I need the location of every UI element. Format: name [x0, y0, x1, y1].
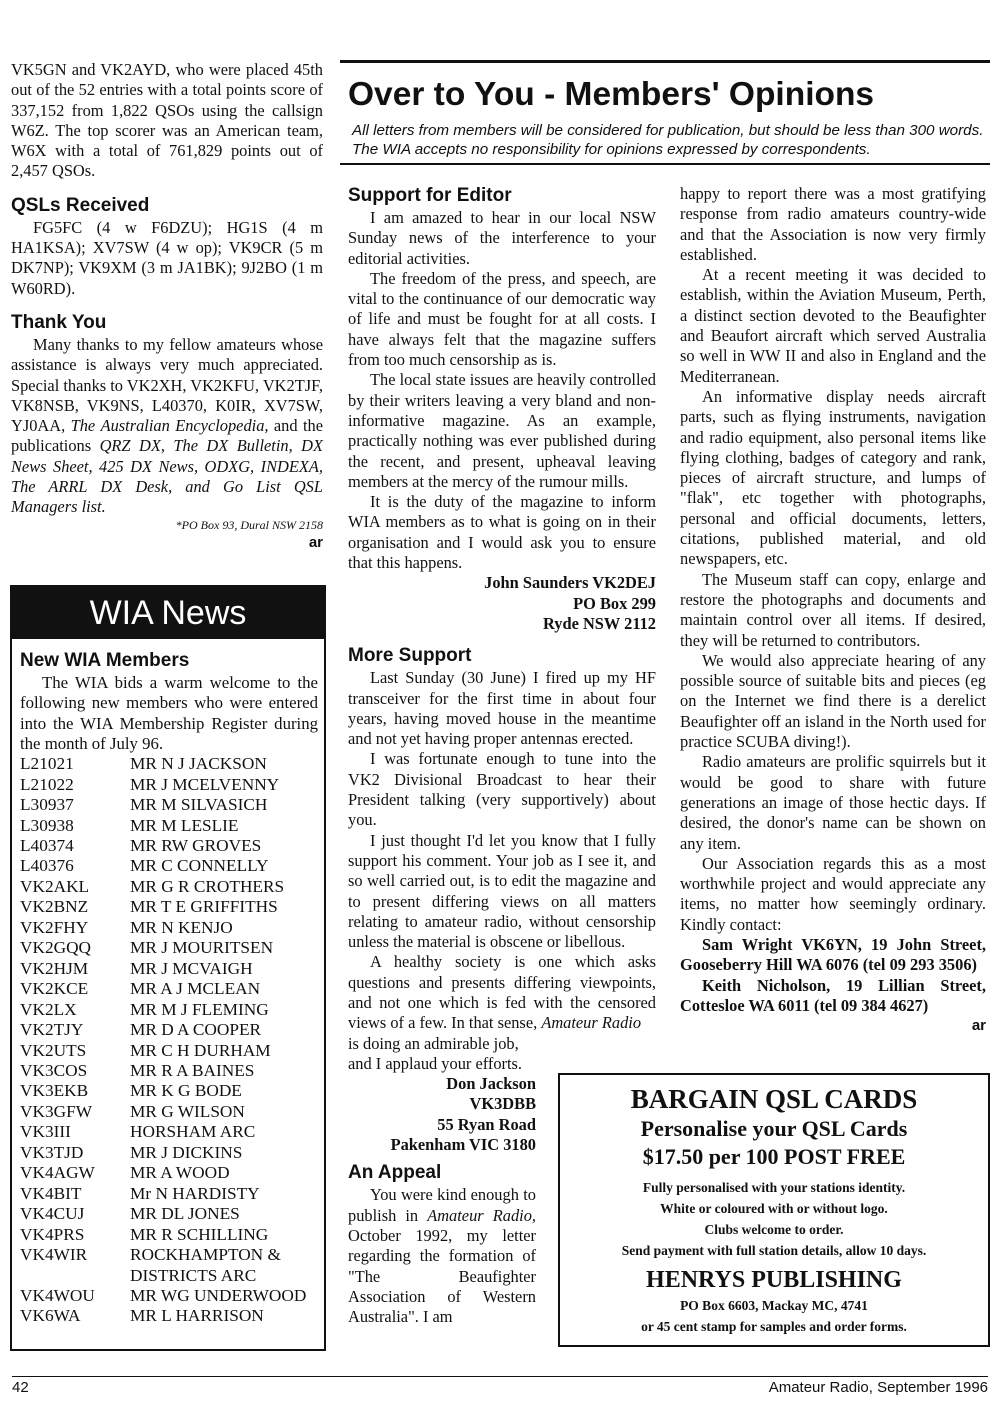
member-row [20, 1061, 318, 1081]
member-name: MR M SILVASICH [130, 795, 268, 815]
member-callsign: L30938 [20, 815, 74, 835]
member-row [20, 897, 318, 917]
signature-line: PO Box 299 [573, 593, 656, 613]
appeal-text-end: October 1992, my letter regarding the formation of "The Beaufighter Association of Western Australia". I am [348, 1225, 536, 1327]
member-callsign: VK3EKB [20, 1081, 89, 1101]
paragraph: Our Association regards this as a most worthwhile project and would appreciate any items, no matter how seemingly ordinary. Kindly contact: [680, 853, 986, 934]
paragraph: The freedom of the press, and speech, are vital to the continuance of our democratic way of life and must be fought for at all costs. I have always felt that the magazine suffers from too much censorship as is. [348, 268, 656, 370]
member-callsign: VK6WA [20, 1306, 81, 1326]
member-row [20, 979, 318, 999]
wia-news-box [10, 585, 326, 1351]
member-callsign: VK4PRS [20, 1224, 85, 1244]
member-row [20, 1286, 318, 1306]
member-row [20, 918, 318, 938]
more-support-heading: More Support [348, 645, 472, 667]
member-name: MR N KENJO [130, 917, 233, 937]
paragraph-tail: and I applaud your efforts. [348, 1053, 523, 1073]
signature-line: John Saunders VK2DEJ [484, 573, 656, 593]
member-name: MR DL JONES [130, 1204, 240, 1224]
member-name: MR C CONNELLY [130, 856, 269, 876]
member-row [20, 1020, 318, 1040]
page-title: Over to You - Members' Opinions [348, 76, 875, 113]
member-callsign: VK2KCE [20, 979, 89, 999]
member-callsign: L30937 [20, 795, 74, 815]
member-row [20, 1102, 318, 1122]
magazine-ref: Amateur Radio [541, 1013, 642, 1033]
paragraph: I was fortunate enough to tune into the VK2 Divisional Broadcast to hear their President talking (very supportively) about you. [348, 749, 656, 830]
member-name: MR A J MCLEAN [130, 979, 261, 999]
new-members-heading: New WIA Members [20, 650, 190, 671]
paragraph: At a recent meeting it was decided to establish, within the Aviation Museum, Perth, a distinct section devoted to the Beaufighter and Beaufort aircraft which served Australia so well in WW II and also in England and the Mediterranean. [680, 265, 986, 386]
thanks-text-plain: Many thanks to my fellow amateurs whose assistance is always very much appreciated. Special thanks to VK2XH, VK2KFU, VK2TJF, VK8NSB, VK9NS, L40370, K0IR, XV7SW, YJ0AA, [11, 334, 323, 436]
member-row [20, 1000, 318, 1020]
signature-line: VK3DBB [469, 1094, 536, 1114]
members-list [20, 754, 318, 1327]
member-row [20, 754, 318, 774]
member-name: Mr N HARDISTY [130, 1183, 260, 1203]
member-callsign: VK3TJD [20, 1142, 84, 1162]
member-row [20, 1081, 318, 1101]
ad-detail: White or coloured with or without logo. [660, 1201, 888, 1216]
member-callsign: L40376 [20, 856, 74, 876]
paragraph: An informative display needs aircraft parts, such as flying instruments, navigation and radio equipment, also personal items like flying clothing, badges of category and rank, pieces of aircraft structure, and lumps of "flak", etc together with photographs, personal and official documents, letters, citations, published material, and old newspapers, etc. [680, 386, 986, 569]
thanks-publications: QRZ DX, The DX Bulletin, DX News Sheet, 425 DX News, ODXG, INDEXA, The ARRL DX Desk, and Go List QSL Managers list. [11, 436, 323, 517]
member-callsign: VK2FHY [20, 917, 89, 937]
paragraph: happy to report there was a most gratifying response from radio amateurs country-wide and that the Association is now very firmly established. [680, 184, 986, 264]
member-row [20, 1122, 318, 1142]
member-name: MR R SCHILLING [130, 1224, 269, 1244]
member-row [20, 1245, 318, 1286]
member-row [20, 1204, 318, 1224]
member-callsign: VK4WIR [20, 1245, 88, 1265]
member-callsign: L21022 [20, 774, 74, 794]
member-callsign: VK2HJM [20, 958, 89, 978]
paragraph: The local state issues are heavily controlled by their writers leaving a very bland and non-informative magazine. As an example, practically nothing was ever published during the recent, and present, upheaval leaving members at the mercy of the rumour mills. [348, 370, 656, 491]
member-row [20, 959, 318, 979]
member-row [20, 836, 318, 856]
paragraph-text: A healthy society is one which asks questions and presents differing viewpoints, and not one which is fed with the censored views of a few. In that sense, [348, 952, 656, 1033]
member-callsign: VK4WOU [20, 1285, 95, 1305]
member-name: HORSHAM ARC [130, 1122, 256, 1142]
paragraph: We would also appreciate hearing of any possible source of suitable bits and pieces (eg on the Internet we find there is a derelict Beaufighter off an island in the North used for practice SCUBA diving!). [680, 650, 986, 752]
thanks-heading: Thank You [11, 311, 107, 333]
appeal-text-start: You were kind enough to publish in [348, 1185, 536, 1225]
member-name: MR WG UNDERWOOD [130, 1285, 307, 1305]
thanks-encyclopedia: Australian Encyclopedia, [100, 416, 269, 436]
member-callsign: VK3III [20, 1122, 71, 1142]
member-callsign: VK2LX [20, 999, 77, 1019]
author-address-footnote: *PO Box 93, Dural NSW 2158 [175, 517, 323, 532]
page-subtitle: All letters from members will be considered for publication, but should be less than 300 words. The WIA accepts no responsibility for opinions expressed by correspondents. [352, 122, 984, 158]
member-row [20, 938, 318, 958]
thanks-and: and the publications [11, 416, 323, 456]
member-name: MR C H DURHAM [130, 1040, 271, 1060]
paragraph: I am amazed to hear in our local NSW Sunday news of the interference to your editorial activities. [348, 208, 656, 268]
member-name: MR G R CROTHERS [130, 876, 285, 896]
member-row [20, 775, 318, 795]
member-name: MR J MCELVENNY [130, 774, 280, 794]
member-callsign: VK4CUJ [20, 1204, 85, 1224]
ad-address: PO Box 6603, Mackay MC, 4741 [680, 1298, 868, 1313]
ad-title: BARGAIN QSL CARDS [630, 1084, 918, 1114]
member-callsign: VK3GFW [20, 1101, 93, 1121]
qsl-cards-ad [558, 1073, 990, 1347]
signature-line: Don Jackson [446, 1074, 536, 1094]
ad-samples: or 45 cent stamp for samples and order forms. [641, 1319, 907, 1334]
member-name: MR M LESLIE [130, 815, 239, 835]
paragraph: I just thought I'd let you know that I fully support his comment. Your job as I see it, and so well carried out, is to edit the magazine and to present differing views on all matters relating to amateur radio, without censorship unless the material is obscene or libellous. [348, 830, 656, 952]
member-callsign: VK4AGW [20, 1163, 95, 1183]
member-row [20, 1184, 318, 1204]
member-name: ROCKHAMPTON & DISTRICTS ARC [130, 1245, 281, 1285]
wia-news-banner: WIA News [12, 587, 324, 639]
ad-detail: Send payment with full station details, allow 10 days. [621, 1243, 927, 1258]
member-callsign: VK2TJY [20, 1020, 84, 1040]
thanks-the: The [70, 416, 96, 436]
right-column [680, 184, 986, 1036]
member-callsign: VK4BIT [20, 1183, 82, 1203]
member-name: MR A WOOD [130, 1163, 230, 1183]
member-row [20, 1306, 318, 1326]
paragraph: Radio amateurs are prolific squirrels but it would be good to share with future generations an image of those hectic days. If desired, the donor's name can be shown on any item. [680, 752, 986, 853]
member-row [20, 1041, 318, 1061]
member-name: MR J MOURITSEN [130, 938, 274, 958]
member-name: MR N J JACKSON [130, 754, 267, 774]
member-callsign: VK2UTS [20, 1040, 87, 1060]
member-name: MR D A COOPER [130, 1020, 262, 1040]
member-row [20, 1225, 318, 1245]
opinions-header [340, 60, 990, 165]
support-editor-heading: Support for Editor [348, 185, 512, 206]
ad-detail: Fully personalised with your stations identity. [642, 1180, 906, 1195]
signature-line: Ryde NSW 2112 [543, 613, 656, 633]
end-mark: ar [971, 1017, 986, 1035]
paragraph: The Museum staff can copy, enlarge and restore the photographs and documents and maintain control over all items. If desired, they will be returned to contributors. [680, 569, 986, 650]
member-name: MR R A BAINES [130, 1060, 255, 1080]
page-number: 42 [12, 1379, 29, 1396]
member-callsign: VK3COS [20, 1060, 88, 1080]
paragraph: Last Sunday (30 June) I fired up my HF transceiver for the first time in about four years, having moved house in the meantime and not yet having proper antennas erected. [348, 668, 656, 749]
member-callsign: L21021 [20, 754, 74, 774]
member-row [20, 877, 318, 897]
member-row [20, 1163, 318, 1183]
paragraph-tail: is doing an admirable job, [348, 1033, 519, 1053]
member-callsign: L40374 [20, 836, 74, 855]
signature-line: 55 Ryan Road [437, 1114, 536, 1134]
qsls-text: FG5FC (4 w F6DZU); HG1S (4 m HA1KSA); XV7SW (4 w op); VK9CR (5 m DK7NP); VK9XM (3 m JA1BK); 9J2BO (1 m W60RD). [11, 217, 323, 298]
member-name: MR M J FLEMING [130, 999, 269, 1019]
contact-line: Sam Wright VK6YN, 19 John Street, Gooseberry Hill WA 6076 (tel 09 293 3506) [680, 934, 986, 975]
member-name: MR J MCVAIGH [130, 958, 253, 978]
member-name: MR L HARRISON [130, 1306, 264, 1326]
left-column [11, 60, 323, 553]
member-row [20, 795, 318, 815]
qsls-heading: QSLs Received [11, 194, 150, 216]
contest-intro-text: VK5GN and VK2AYD, who were placed 45th out of the 52 entries with a total points score of 337,152 from 1,822 QSOs using the callsign W6Z. The top scorer was an American team, W6X with a total of 761,829 points out of 2,457 QSOs. [11, 60, 323, 181]
member-callsign: VK2BNZ [20, 897, 89, 917]
member-row [20, 1143, 318, 1163]
member-callsign: VK2AKL [20, 876, 90, 896]
publication-name: Amateur Radio, September 1996 [768, 1379, 988, 1396]
member-name: MR J DICKINS [130, 1142, 243, 1162]
paragraph: It is the duty of the magazine to inform WIA members as to what is going on in their organisation and I would ask you to ensure that this happens. [348, 492, 656, 573]
member-name: MR K G BODE [130, 1081, 242, 1101]
ad-detail: Clubs welcome to order. [704, 1222, 844, 1237]
end-mark: ar [308, 533, 323, 551]
member-row [20, 816, 318, 836]
ad-publisher: HENRYS PUBLISHING [646, 1267, 902, 1293]
signature-line: Pakenham VIC 3180 [390, 1135, 536, 1155]
member-name: MR RW GROVES [130, 836, 262, 855]
thanks-text [11, 335, 323, 518]
member-row [20, 856, 318, 876]
member-callsign: VK2GQQ [20, 938, 92, 958]
appeal-heading: An Appeal [348, 1162, 442, 1184]
page-footer [12, 1376, 988, 1396]
member-name: MR G WILSON [130, 1101, 245, 1121]
member-name: MR T E GRIFFITHS [130, 897, 278, 917]
contact-line: Keith Nicholson, 19 Lillian Street, Cottesloe WA 6011 (tel 09 384 4627) [680, 975, 986, 1015]
paragraph [348, 952, 656, 1033]
paragraph [348, 1185, 536, 1327]
ad-tagline: Personalise your QSL Cards [640, 1116, 908, 1141]
new-members-intro: The WIA bids a warm welcome to the following new members who were entered into the WIA Membership Register during the month of July 96. [20, 673, 318, 753]
magazine-ref: Amateur Radio, [427, 1205, 536, 1225]
ad-price: $17.50 per 100 POST FREE [642, 1144, 906, 1169]
